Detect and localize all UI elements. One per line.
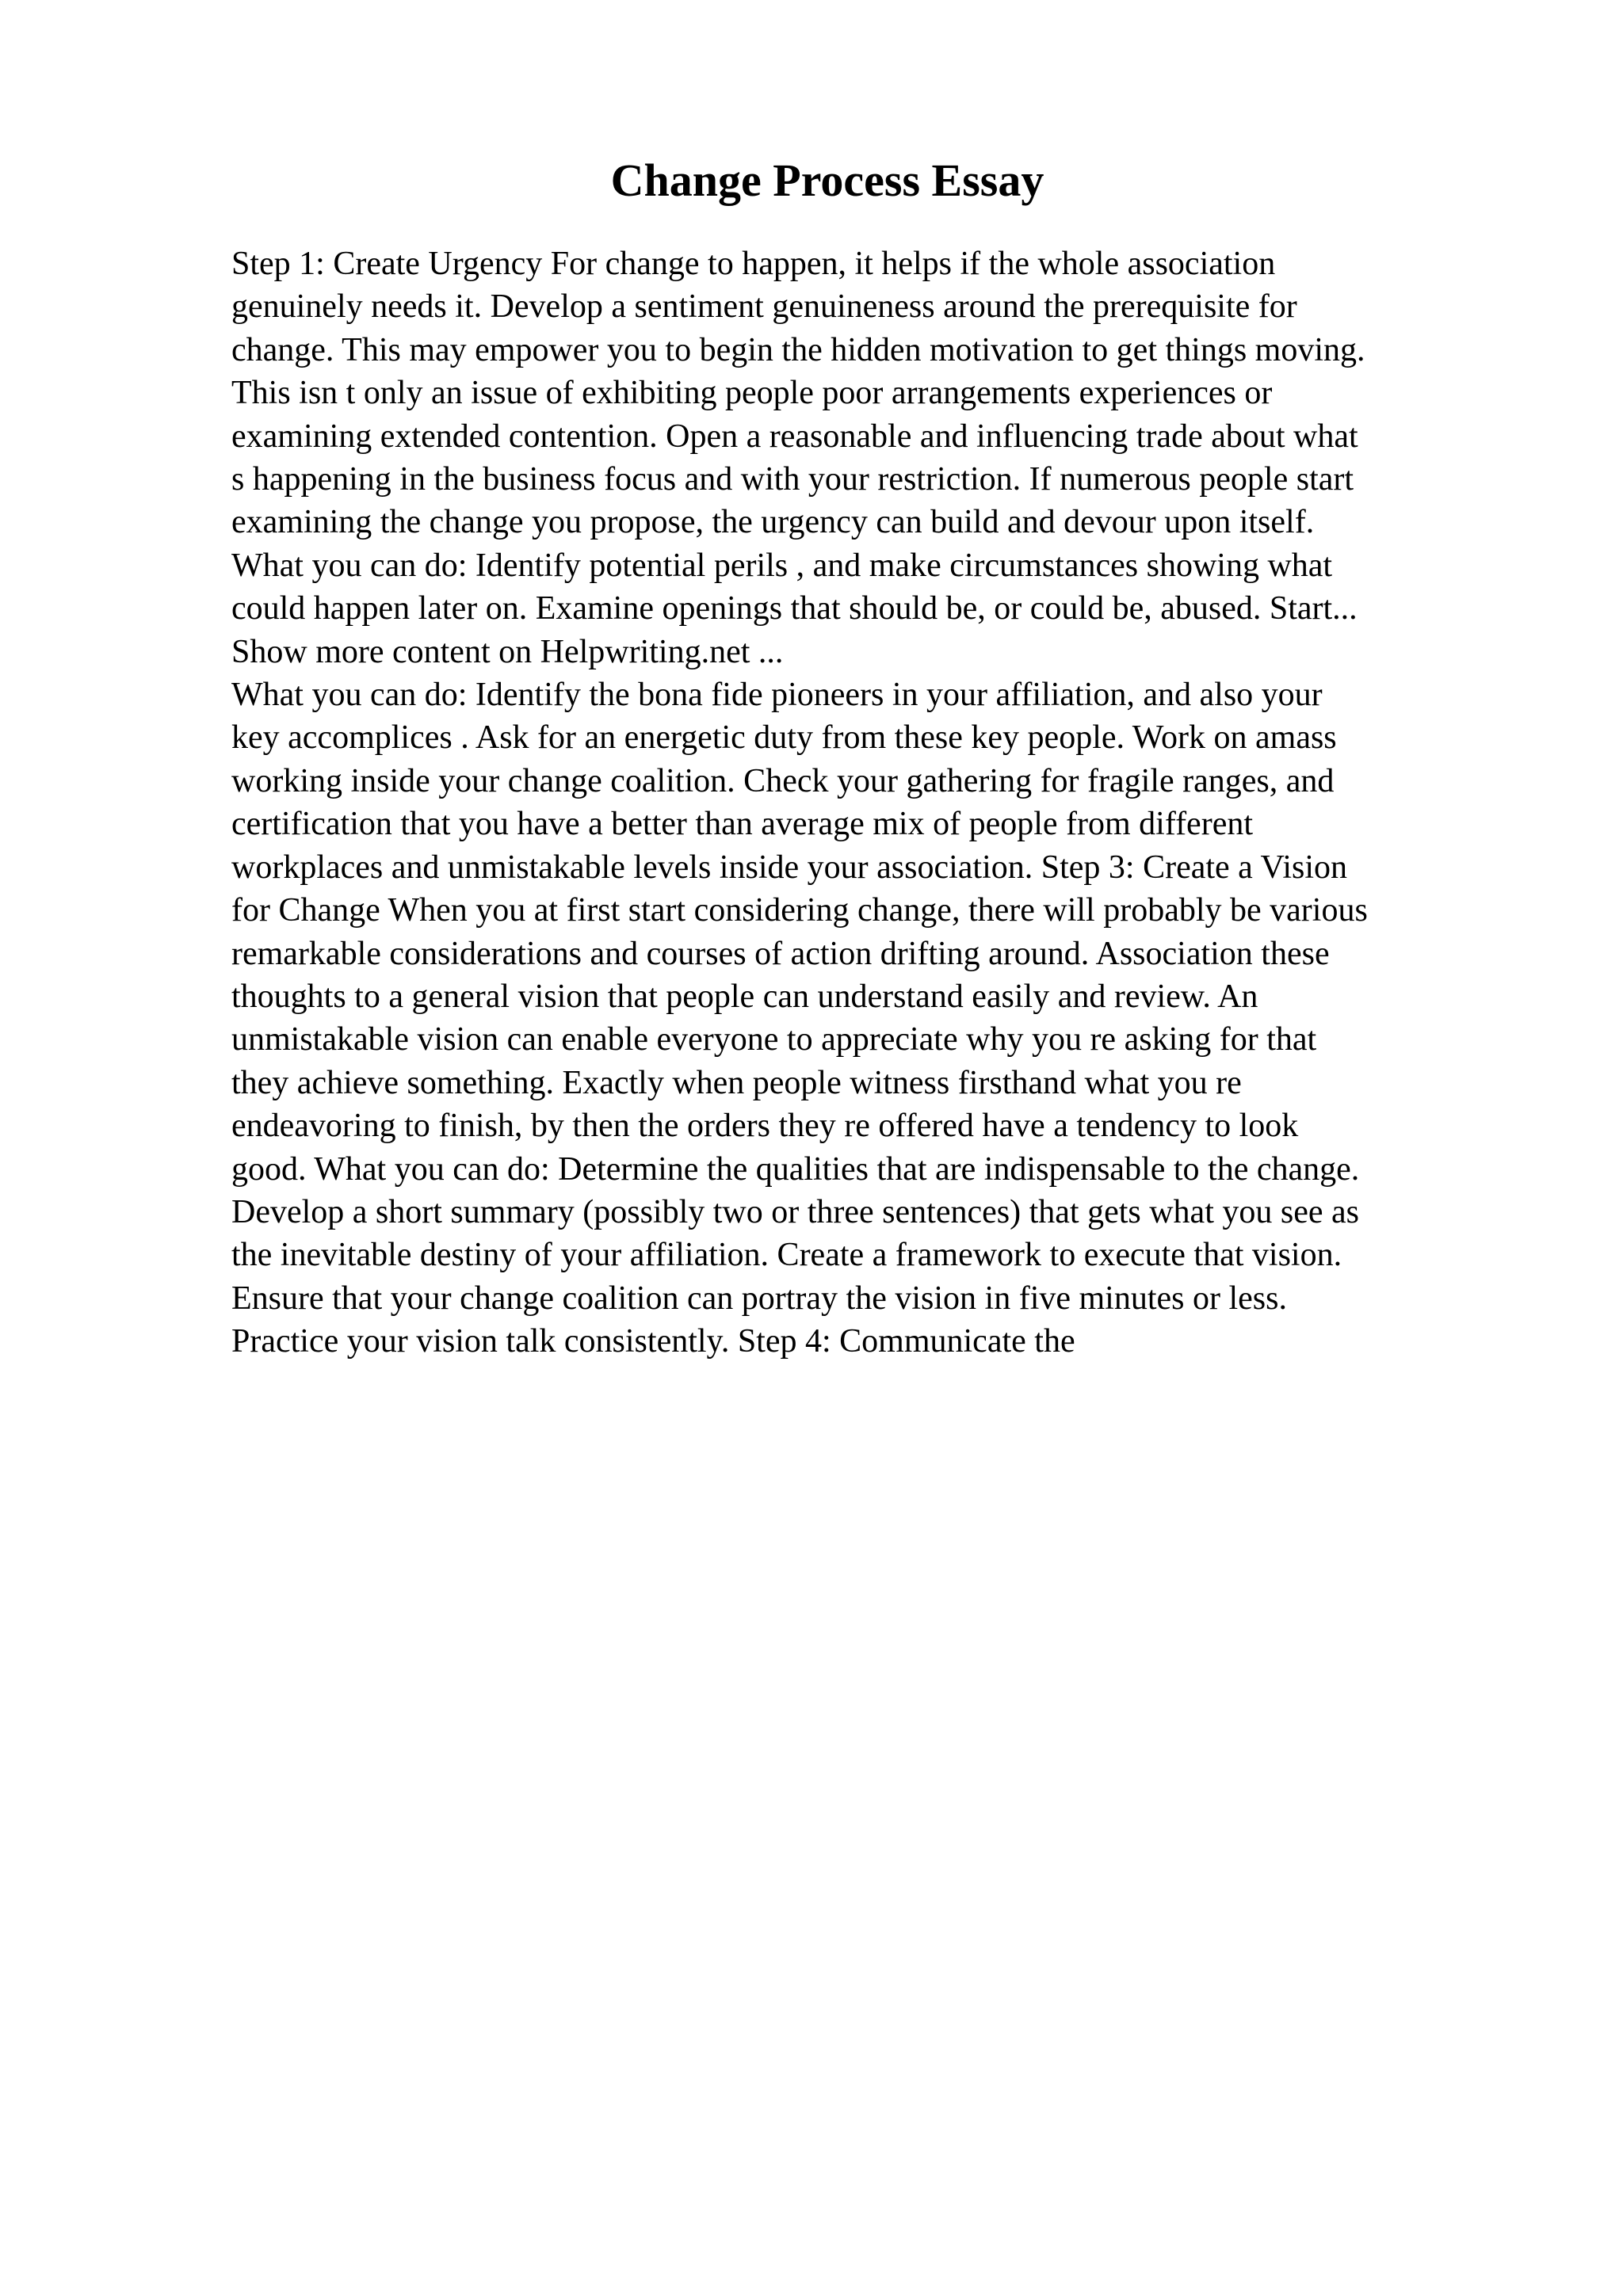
essay-line: working inside your change coalition. Check your gathering for fragile ranges, and <box>231 762 1335 799</box>
essay-line: remarkable considerations and courses of action drifting around. Association these <box>231 935 1330 972</box>
essay-line: What you can do: Identify potential perils , and make circumstances showing what <box>231 547 1333 584</box>
essay-line: change. This may empower you to begin the hidden motivation to get things moving. <box>231 331 1365 368</box>
essay-line: thoughts to a general vision that people can understand easily and review. An <box>231 978 1258 1015</box>
essay-line: s happening in the business focus and with your restriction. If numerous people start <box>231 461 1354 498</box>
essay-line: This isn t only an issue of exhibiting people poor arrangements experiences or <box>231 375 1273 412</box>
essay-line: examining extended contention. Open a reasonable and influencing trade about what <box>231 418 1358 455</box>
essay-line: workplaces and unmistakable levels inside your association. Step 3: Create a Vision <box>231 849 1348 886</box>
document-title: Change Process Essay <box>610 154 1044 206</box>
essay-line: Step 1: Create Urgency For change to happen, it helps if the whole association <box>231 246 1276 282</box>
essay-line: certification that you have a better than average mix of people from different <box>231 806 1253 843</box>
essay-line: the inevitable destiny of your affiliation. Create a framework to execute that vision. <box>231 1237 1342 1274</box>
essay-line: Practice your vision talk consistently. Step 4: Communicate the <box>231 1323 1075 1360</box>
essay-line: unmistakable vision can enable everyone to appreciate why you re asking for that <box>231 1021 1317 1058</box>
essay-line: key accomplices . Ask for an energetic duty from these key people. Work on amass <box>231 719 1337 757</box>
essay-line: Develop a short summary (possibly two or three sentences) that gets what you see as <box>231 1193 1359 1230</box>
essay-line: good. What you can do: Determine the qualities that are indispensable to the change. <box>231 1150 1360 1188</box>
essay-line: they achieve something. Exactly when people witness firsthand what you re <box>231 1064 1242 1101</box>
essay-line: endeavoring to finish, by then the orders they re offered have a tendency to look <box>231 1108 1299 1145</box>
essay-line: could happen later on. Examine openings that should be, or could be, abused. Start... <box>231 590 1358 627</box>
essay-line: examining the change you propose, the urgency can build and devour upon itself. <box>231 504 1315 541</box>
essay-body <box>231 242 1515 1363</box>
essay-line: Ensure that your change coalition can portray the vision in five minutes or less. <box>231 1280 1287 1317</box>
essay-line: genuinely needs it. Develop a sentiment genuineness around the prerequisite for <box>231 288 1297 326</box>
show-more-line: Show more content on Helpwriting.net ... <box>231 633 784 670</box>
essay-line: for Change When you at first start considering change, there will probably be various <box>231 892 1368 929</box>
essay-line: What you can do: Identify the bona fide pioneers in your affiliation, and also your <box>231 677 1323 714</box>
